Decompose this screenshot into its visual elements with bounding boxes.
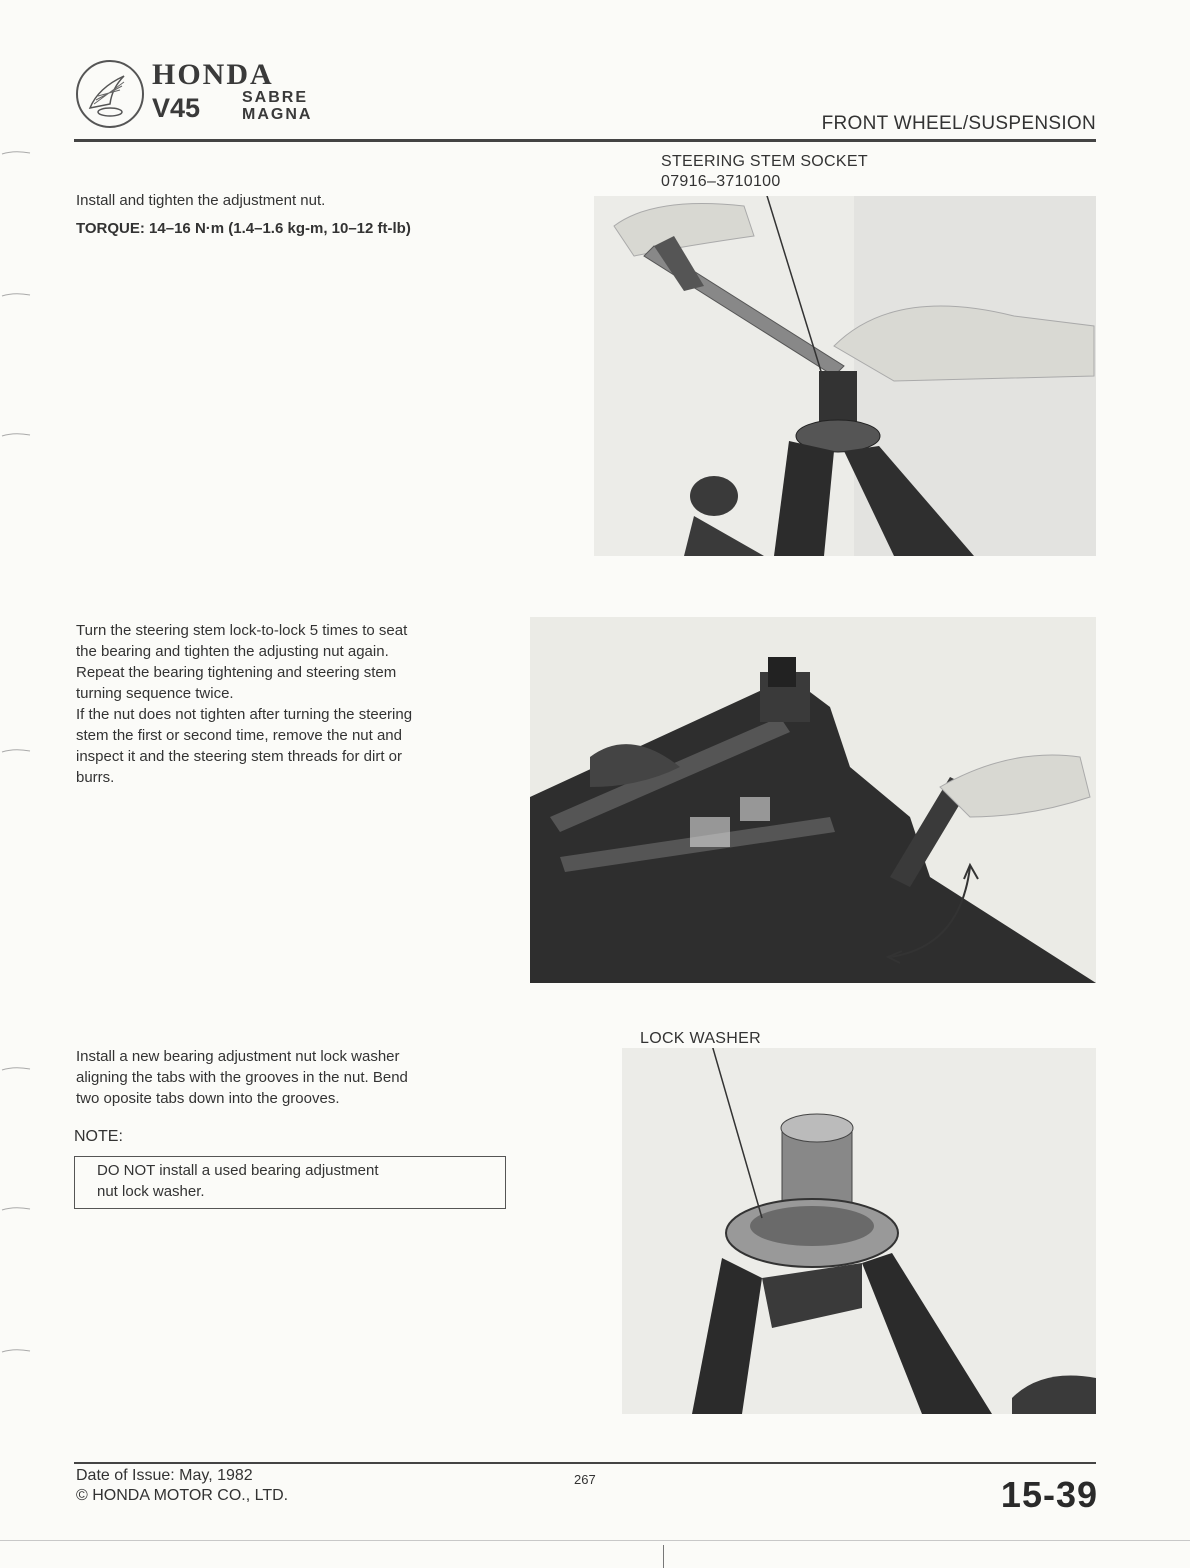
- section-title: FRONT WHEEL/SUSPENSION: [821, 113, 1096, 134]
- figure3-photo-lock-washer: [622, 1048, 1096, 1414]
- model-name: V45: [152, 93, 201, 123]
- note-box: [74, 1156, 506, 1209]
- scan-fold-line: [663, 1545, 664, 1568]
- section-page-code: 15-39: [1000, 1474, 1098, 1515]
- footer-divider: [74, 1462, 1096, 1464]
- model-variant-sabre: SABRE: [242, 89, 309, 106]
- page-number: 267: [574, 1472, 596, 1487]
- step2-line: stem the first or second time, remove the nut and: [76, 727, 402, 744]
- step2-instruction: [76, 620, 494, 788]
- note-line: nut lock washer.: [97, 1183, 205, 1200]
- step2-line: inspect it and the steering stem threads for dirt or: [76, 748, 402, 765]
- step3-line: Install a new bearing adjustment nut lock washer: [76, 1048, 400, 1065]
- binder-hole-mark: [0, 1348, 36, 1354]
- step3-instruction: [76, 1046, 494, 1109]
- issue-date: Date of Issue: May, 1982: [76, 1467, 253, 1484]
- tool-part-number-label: 07916–3710100: [661, 173, 781, 190]
- step2-line: If the nut does not tighten after turning the steering: [76, 706, 413, 723]
- tool-name-label: STEERING STEM SOCKET: [661, 153, 868, 170]
- binder-hole-mark: [0, 1206, 36, 1212]
- step3-line: two oposite tabs down into the grooves.: [76, 1090, 340, 1107]
- note-line: DO NOT install a used bearing adjustment: [97, 1162, 379, 1179]
- honda-wing-logo: [74, 58, 146, 130]
- figure1-photo-steering-stem-socket: [594, 196, 1096, 556]
- header-divider: [74, 139, 1096, 142]
- step2-line: Repeat the bearing tightening and steering stem: [76, 664, 397, 681]
- binder-hole-mark: [0, 1066, 36, 1072]
- figure1-callout: [661, 152, 868, 192]
- step2-line: burrs.: [76, 769, 115, 786]
- step3-line: aligning the tabs with the grooves in the nut. Bend: [76, 1069, 408, 1086]
- brand-name: HONDA: [152, 58, 274, 91]
- step2-line: the bearing and tighten the adjusting nut again.: [76, 643, 389, 660]
- binder-hole-mark: [0, 748, 36, 754]
- model-variant-magna: MAGNA: [242, 106, 313, 123]
- binder-hole-mark: [0, 292, 36, 298]
- binder-hole-mark: [0, 150, 36, 156]
- step2-line: Turn the steering stem lock-to-lock 5 times to seat: [76, 622, 408, 639]
- copyright: © HONDA MOTOR CO., LTD.: [76, 1487, 289, 1504]
- issue-info: [76, 1466, 288, 1506]
- binder-hole-mark: [0, 432, 36, 438]
- step2-line: turning sequence twice.: [76, 685, 234, 702]
- note-heading: NOTE:: [74, 1128, 123, 1145]
- scan-edge-line: [0, 1540, 1190, 1541]
- lock-washer-label: LOCK WASHER: [640, 1030, 761, 1047]
- torque-spec: TORQUE: 14–16 N·m (1.4–1.6 kg-m, 10–12 ft-lb): [76, 220, 411, 237]
- step1-instruction: Install and tighten the adjustment nut.: [76, 192, 326, 209]
- figure2-photo-steering-lock-to-lock: [530, 617, 1096, 983]
